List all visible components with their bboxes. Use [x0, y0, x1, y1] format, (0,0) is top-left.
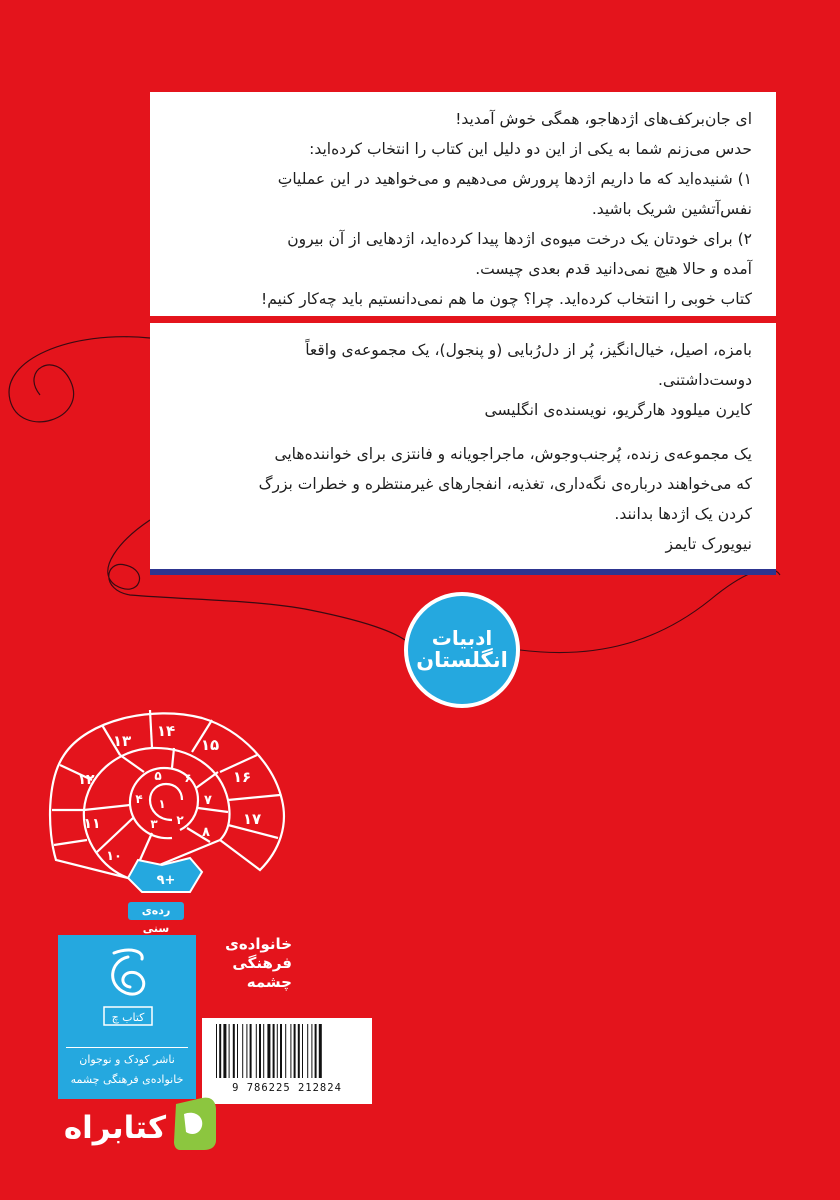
review-line: دوست‌داشتنی. — [658, 371, 752, 389]
barcode-bar — [229, 1024, 230, 1078]
ketabrah-logo-text: کتابراه — [63, 1110, 166, 1146]
barcode-bar — [237, 1024, 238, 1078]
barcode — [202, 1018, 372, 1104]
age-label: ۱۶ — [232, 768, 252, 786]
age-label: ۸ — [202, 825, 210, 840]
age-range-wheel — [42, 700, 302, 900]
publisher-divider — [66, 1047, 188, 1048]
age-label: ۶ — [184, 771, 192, 785]
age-label: ۲ — [176, 813, 184, 827]
barcode-bar — [311, 1024, 312, 1078]
review-author: کایرن میلوود هارگریو، نویسنده‌ی انگلیسی — [484, 401, 752, 419]
intro-line: ۲) برای خودتان یک درخت میوه‌ی اژدها پیدا کرده‌اید، اژدهایی از آن بیرون — [287, 230, 752, 248]
age-label: ۵ — [154, 769, 162, 783]
barcode-bar — [256, 1024, 257, 1078]
barcode-bar — [223, 1024, 226, 1078]
badge-line: ادبیات — [431, 626, 493, 651]
age-label: ۳ — [150, 817, 158, 831]
ketabrah-logo — [40, 1090, 220, 1154]
intro-line: ای جان‌برکف‌های اژدهاجو، همگی خوش آمدید! — [455, 110, 752, 128]
barcode-bar — [263, 1024, 264, 1078]
barcode-bar — [216, 1024, 217, 1078]
barcode-bar — [290, 1024, 291, 1078]
age-label-highlight: ۹+ — [156, 873, 176, 888]
publisher-line: خانواده‌ی فرهنگی چشمه — [70, 1073, 184, 1086]
barcode-bar — [250, 1024, 252, 1078]
review-line: یک مجموعه‌ی زنده، پُرجنب‌وجوش، ماجراجویانه و فانتزی برای خواننده‌هایی — [274, 445, 752, 463]
barcode-bar — [294, 1024, 296, 1078]
intro-line: حدس می‌زنم شما به یکی از این دو دلیل این کتاب را انتخاب کرده‌اید: — [309, 140, 752, 158]
review-line: بامزه، اصیل، خیال‌انگیز، پُر از دل‌رُبایی (و پنجول)، یک مجموعه‌ی واقعاً — [305, 341, 752, 359]
barcode-bar — [267, 1024, 270, 1078]
age-label: ۱۵ — [200, 736, 220, 754]
barcode-bar — [273, 1024, 275, 1078]
barcode-bar — [259, 1024, 261, 1078]
publisher-logo-text: کتاب چ — [111, 1011, 145, 1024]
intro-line: ۱) شنیده‌اید که ما داریم اژدها پرورش می‌دهیم و می‌خواهید در این عملیاتِ — [277, 170, 752, 188]
cheshmeh-family-logo — [198, 935, 292, 992]
publisher-line: ناشر کودک و نوجوان — [79, 1053, 175, 1066]
badge-line: انگلستان — [416, 648, 508, 673]
age-label: ۱۳ — [112, 732, 132, 750]
barcode-bars — [214, 1024, 360, 1078]
family-logo-line: فرهنگی — [232, 954, 292, 972]
intro-line: کتاب خوبی را انتخاب کرده‌اید. چرا؟ چون ما هم نمی‌دانستیم باید چه‌کار کنیم! — [261, 290, 752, 308]
literature-badge — [404, 592, 520, 708]
barcode-bar — [280, 1024, 282, 1078]
review-line: که می‌خواهند درباره‌ی نگه‌داری، تغذیه، انفجارهای غیرمنتظره و خطرات بزرگ — [258, 475, 752, 493]
family-logo-line: چشمه — [246, 973, 292, 991]
barcode-bar — [315, 1024, 317, 1078]
barcode-bar — [277, 1024, 278, 1078]
barcode-bar — [219, 1024, 221, 1078]
family-logo-line: خانواده‌ی — [225, 935, 292, 953]
age-label: ۴ — [135, 792, 143, 806]
age-label: ۱۷ — [242, 810, 262, 828]
barcode-bar — [242, 1024, 243, 1078]
barcode-bar — [307, 1024, 308, 1078]
age-label: ۱۰ — [106, 849, 122, 864]
barcode-bar — [246, 1024, 247, 1078]
barcode-bar — [319, 1024, 322, 1078]
age-label: ۱ — [158, 797, 166, 811]
intro-line: آمده و حالا هیچ نمی‌دانید قدم بعدی چیست. — [475, 260, 752, 278]
barcode-bar — [302, 1024, 303, 1078]
ketabrah-book-icon — [170, 1096, 218, 1152]
review-line: کردن یک اژدها بدانند. — [614, 505, 752, 523]
barcode-bar — [298, 1024, 300, 1078]
age-range-tag: رده‌ی سنی — [128, 902, 184, 920]
publisher-box — [58, 935, 196, 1099]
review-author: نیویورک تایمز — [665, 535, 752, 553]
reviews-box — [150, 323, 776, 575]
publisher-logo-icon — [100, 945, 156, 1035]
age-label: ۱۲ — [77, 772, 95, 788]
barcode-bar — [285, 1024, 286, 1078]
isbn-number: 9 786225 212824 — [232, 1082, 342, 1094]
age-label: ۷ — [204, 793, 212, 808]
intro-line: نفس‌آتشین شریک باشید. — [591, 200, 752, 218]
intro-box — [150, 92, 776, 316]
barcode-bar — [233, 1024, 235, 1078]
age-label: ۱۱ — [83, 816, 101, 832]
age-label: ۱۴ — [156, 722, 176, 740]
